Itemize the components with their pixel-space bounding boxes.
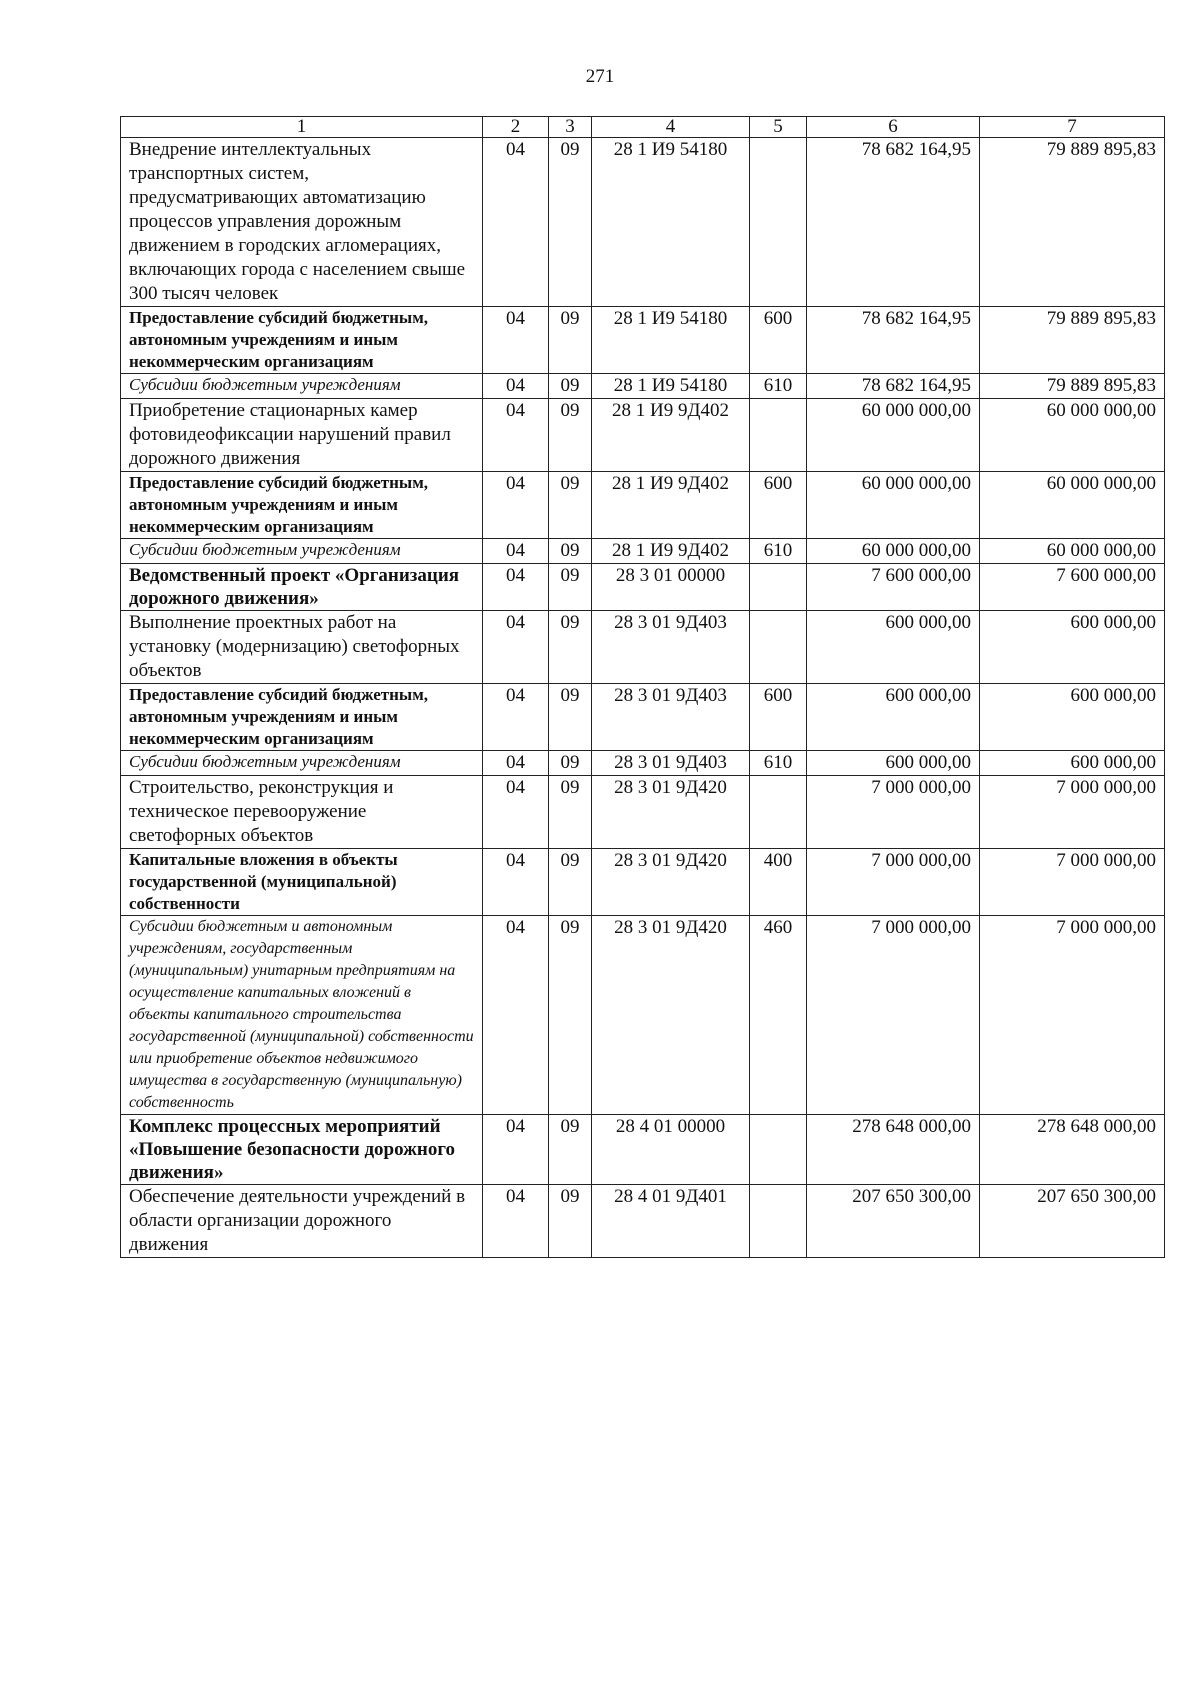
amount-year2-cell: 278 648 000,00: [980, 1115, 1165, 1185]
expense-type-cell: 600: [750, 684, 807, 751]
header-row: [121, 117, 1165, 138]
amount-year1-cell: 60 000 000,00: [807, 539, 980, 564]
amount-year1-cell: 7 000 000,00: [807, 849, 980, 916]
amount-year1-cell: 600 000,00: [807, 751, 980, 776]
table-row: [121, 374, 1165, 399]
target-article-cell: 28 4 01 00000: [592, 1115, 750, 1185]
table-row: [121, 472, 1165, 539]
amount-year1-cell: 7 600 000,00: [807, 564, 980, 611]
row-name-cell: Внедрение интеллектуальных транспортных систем, предусматривающих автоматизацию процессов управления дорожным движением в городских агломерациях, включающих города с населением свыше 300 тысяч человек: [121, 138, 483, 307]
row-name-cell: Обеспечение деятельности учреждений в области организации дорожного движения: [121, 1185, 483, 1258]
expense-type-cell: 600: [750, 472, 807, 539]
amount-year1-cell: 78 682 164,95: [807, 138, 980, 307]
amount-year2-cell: 600 000,00: [980, 751, 1165, 776]
section-code-cell: 04: [483, 751, 549, 776]
target-article-cell: 28 3 01 9Д420: [592, 776, 750, 849]
subsection-code-cell: 09: [549, 776, 592, 849]
expense-type-cell: [750, 611, 807, 684]
expense-type-cell: [750, 399, 807, 472]
table-row: [121, 611, 1165, 684]
row-name-cell: Выполнение проектных работ на установку (модернизацию) светофорных объектов: [121, 611, 483, 684]
section-code-cell: 04: [483, 564, 549, 611]
subsection-code-cell: 09: [549, 374, 592, 399]
column-header: 2: [483, 117, 549, 138]
section-code-cell: 04: [483, 138, 549, 307]
row-name-cell: Строительство, реконструкция и техническое перевооружение светофорных объектов: [121, 776, 483, 849]
expense-type-cell: 610: [750, 374, 807, 399]
section-code-cell: 04: [483, 399, 549, 472]
target-article-cell: 28 1 И9 9Д402: [592, 472, 750, 539]
expense-type-cell: 610: [750, 539, 807, 564]
target-article-cell: 28 3 01 9Д403: [592, 751, 750, 776]
expense-type-cell: 610: [750, 751, 807, 776]
expense-type-cell: 600: [750, 307, 807, 374]
target-article-cell: 28 3 01 9Д403: [592, 684, 750, 751]
section-code-cell: 04: [483, 472, 549, 539]
section-code-cell: 04: [483, 916, 549, 1115]
subsection-code-cell: 09: [549, 684, 592, 751]
expense-type-cell: 400: [750, 849, 807, 916]
budget-table: [120, 116, 1165, 1258]
expense-type-cell: [750, 1115, 807, 1185]
amount-year2-cell: 7 000 000,00: [980, 916, 1165, 1115]
amount-year2-cell: 60 000 000,00: [980, 539, 1165, 564]
subsection-code-cell: 09: [549, 916, 592, 1115]
subsection-code-cell: 09: [549, 399, 592, 472]
table-row: [121, 138, 1165, 307]
section-code-cell: 04: [483, 374, 549, 399]
amount-year1-cell: 7 000 000,00: [807, 916, 980, 1115]
amount-year1-cell: 600 000,00: [807, 611, 980, 684]
row-name-cell: Предоставление субсидий бюджетным, автономным учреждениям и иным некоммерческим организациям: [121, 472, 483, 539]
row-name-cell: Субсидии бюджетным учреждениям: [121, 374, 483, 399]
subsection-code-cell: 09: [549, 611, 592, 684]
amount-year2-cell: 7 000 000,00: [980, 776, 1165, 849]
column-header: 5: [750, 117, 807, 138]
amount-year2-cell: 79 889 895,83: [980, 138, 1165, 307]
amount-year2-cell: 207 650 300,00: [980, 1185, 1165, 1258]
row-name-cell: Приобретение стационарных камер фотовидеофиксации нарушений правил дорожного движения: [121, 399, 483, 472]
table-row: [121, 1185, 1165, 1258]
target-article-cell: 28 3 01 9Д403: [592, 611, 750, 684]
amount-year1-cell: 78 682 164,95: [807, 374, 980, 399]
row-name-cell: Капитальные вложения в объекты государственной (муниципальной) собственности: [121, 849, 483, 916]
target-article-cell: 28 1 И9 54180: [592, 138, 750, 307]
subsection-code-cell: 09: [549, 539, 592, 564]
table-row: [121, 916, 1165, 1115]
table-row: [121, 684, 1165, 751]
subsection-code-cell: 09: [549, 751, 592, 776]
section-code-cell: 04: [483, 539, 549, 564]
amount-year2-cell: 600 000,00: [980, 684, 1165, 751]
amount-year2-cell: 7 600 000,00: [980, 564, 1165, 611]
amount-year2-cell: 600 000,00: [980, 611, 1165, 684]
amount-year1-cell: 78 682 164,95: [807, 307, 980, 374]
row-name-cell: Предоставление субсидий бюджетным, автономным учреждениям и иным некоммерческим организациям: [121, 684, 483, 751]
amount-year2-cell: 60 000 000,00: [980, 472, 1165, 539]
target-article-cell: 28 1 И9 9Д402: [592, 539, 750, 564]
section-code-cell: 04: [483, 849, 549, 916]
row-name-cell: Субсидии бюджетным учреждениям: [121, 539, 483, 564]
table-row: [121, 564, 1165, 611]
column-header: 7: [980, 117, 1165, 138]
target-article-cell: 28 3 01 9Д420: [592, 849, 750, 916]
subsection-code-cell: 09: [549, 1115, 592, 1185]
table-row: [121, 307, 1165, 374]
column-header: 4: [592, 117, 750, 138]
row-name-cell: Субсидии бюджетным учреждениям: [121, 751, 483, 776]
table-row: [121, 1115, 1165, 1185]
table-row: [121, 776, 1165, 849]
target-article-cell: 28 3 01 00000: [592, 564, 750, 611]
section-code-cell: 04: [483, 611, 549, 684]
column-header: 3: [549, 117, 592, 138]
amount-year1-cell: 278 648 000,00: [807, 1115, 980, 1185]
amount-year2-cell: 7 000 000,00: [980, 849, 1165, 916]
subsection-code-cell: 09: [549, 138, 592, 307]
page-number: 271: [585, 66, 615, 87]
table-row: [121, 751, 1165, 776]
subsection-code-cell: 09: [549, 849, 592, 916]
section-code-cell: 04: [483, 1185, 549, 1258]
section-code-cell: 04: [483, 1115, 549, 1185]
target-article-cell: 28 3 01 9Д420: [592, 916, 750, 1115]
row-name-cell: Ведомственный проект «Организация дорожного движения»: [121, 564, 483, 611]
subsection-code-cell: 09: [549, 564, 592, 611]
table-row: [121, 539, 1165, 564]
section-code-cell: 04: [483, 307, 549, 374]
subsection-code-cell: 09: [549, 307, 592, 374]
amount-year1-cell: 207 650 300,00: [807, 1185, 980, 1258]
expense-type-cell: 460: [750, 916, 807, 1115]
amount-year1-cell: 600 000,00: [807, 684, 980, 751]
subsection-code-cell: 09: [549, 472, 592, 539]
section-code-cell: 04: [483, 684, 549, 751]
amount-year2-cell: 60 000 000,00: [980, 399, 1165, 472]
section-code-cell: 04: [483, 776, 549, 849]
amount-year2-cell: 79 889 895,83: [980, 307, 1165, 374]
expense-type-cell: [750, 776, 807, 849]
amount-year2-cell: 79 889 895,83: [980, 374, 1165, 399]
amount-year1-cell: 7 000 000,00: [807, 776, 980, 849]
row-name-cell: Предоставление субсидий бюджетным, автономным учреждениям и иным некоммерческим организациям: [121, 307, 483, 374]
target-article-cell: 28 1 И9 54180: [592, 374, 750, 399]
table-row: [121, 399, 1165, 472]
target-article-cell: 28 4 01 9Д401: [592, 1185, 750, 1258]
target-article-cell: 28 1 И9 9Д402: [592, 399, 750, 472]
expense-type-cell: [750, 564, 807, 611]
subsection-code-cell: 09: [549, 1185, 592, 1258]
amount-year1-cell: 60 000 000,00: [807, 472, 980, 539]
column-header: 6: [807, 117, 980, 138]
target-article-cell: 28 1 И9 54180: [592, 307, 750, 374]
table-row: [121, 849, 1165, 916]
amount-year1-cell: 60 000 000,00: [807, 399, 980, 472]
row-name-cell: Комплекс процессных мероприятий «Повышение безопасности дорожного движения»: [121, 1115, 483, 1185]
row-name-cell: Субсидии бюджетным и автономным учреждениям, государственным (муниципальным) унитарным предприятиям на осуществление капитальных вложений в объекты капитального строительства государственной (муниципальной) собственности или приобретение объектов недвижимого имущества в государственную (муниципальную) собственность: [121, 916, 483, 1115]
column-header: 1: [121, 117, 483, 138]
expense-type-cell: [750, 138, 807, 307]
expense-type-cell: [750, 1185, 807, 1258]
